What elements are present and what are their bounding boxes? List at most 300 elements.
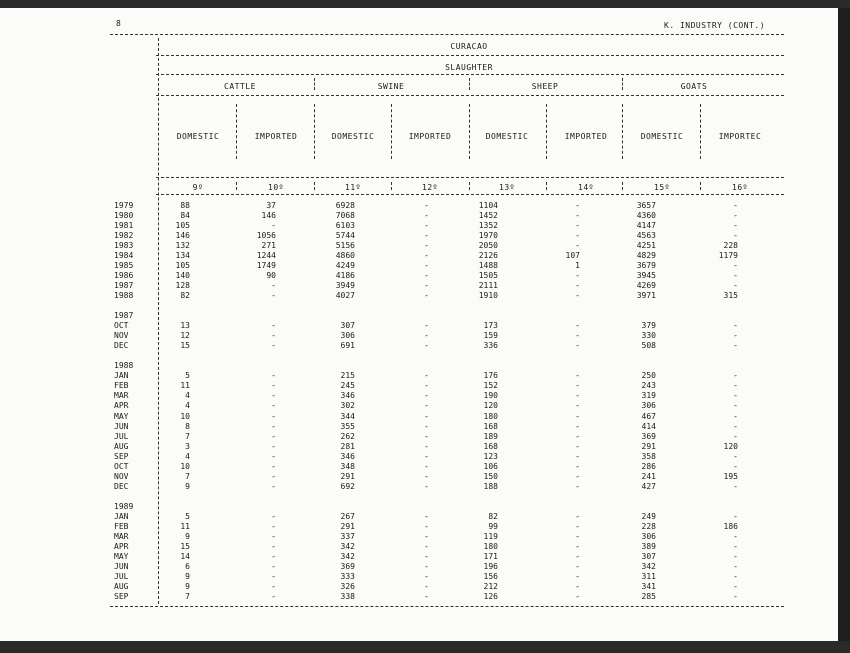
- table-cell: -: [424, 261, 429, 271]
- table-cell: 168: [483, 441, 498, 451]
- table-cell: -: [575, 331, 580, 341]
- table-cell: -: [575, 571, 580, 581]
- table-cell: -: [575, 341, 580, 351]
- table-cell: 1749: [256, 261, 276, 271]
- column-divider: [546, 104, 547, 159]
- table-cell: 427: [641, 481, 656, 491]
- table-cell: 315: [723, 291, 738, 301]
- table-cell: -: [575, 481, 580, 491]
- row-label: JUN: [114, 421, 129, 431]
- table-cell: 691: [340, 341, 355, 351]
- table-cell: -: [733, 421, 738, 431]
- row-label: SEP: [114, 591, 129, 601]
- row-label: APR: [114, 401, 129, 411]
- table-cell: 156: [483, 571, 498, 581]
- table-cell: -: [575, 201, 580, 210]
- column-header: IMPORTEC: [718, 132, 762, 141]
- table-cell: 37: [266, 201, 276, 210]
- table-cell: 9: [185, 581, 190, 591]
- table-cell: -: [424, 291, 429, 301]
- table-cell: 1056: [256, 231, 276, 241]
- number-divider: [622, 182, 623, 190]
- row-label: JUL: [114, 571, 129, 581]
- table-cell: 341: [641, 581, 656, 591]
- table-cell: 3657: [636, 201, 656, 210]
- year-heading: 1988: [114, 361, 134, 371]
- table-cell: 132: [175, 241, 190, 251]
- table-cell: -: [424, 271, 429, 281]
- table-cell: -: [271, 381, 276, 391]
- table-cell: 307: [340, 321, 355, 331]
- group-divider: [469, 78, 470, 90]
- table-cell: -: [424, 541, 429, 551]
- table-cell: 4186: [335, 271, 355, 281]
- table-cell: -: [424, 221, 429, 231]
- column-header: DOMESTIC: [331, 132, 375, 141]
- table-cell: -: [271, 371, 276, 381]
- table-cell: 6928: [335, 201, 355, 210]
- table-cell: 330: [641, 331, 656, 341]
- table-cell: -: [575, 551, 580, 561]
- table-cell: 6: [185, 561, 190, 571]
- table-cell: 342: [340, 551, 355, 561]
- table-cell: -: [424, 371, 429, 381]
- table-cell: 4249: [335, 261, 355, 271]
- table-cell: 467: [641, 411, 656, 421]
- table-cell: 11: [180, 521, 190, 531]
- table-cell: -: [575, 541, 580, 551]
- row-label: MAR: [114, 391, 129, 401]
- table-cell: 9: [185, 571, 190, 581]
- table-cell: 15: [180, 541, 190, 551]
- column-number: 14º: [578, 183, 594, 192]
- column-number: 15º: [654, 183, 670, 192]
- table-cell: 82: [488, 511, 498, 521]
- table-cell: 4: [185, 401, 190, 411]
- table-cell: 88: [180, 201, 190, 210]
- table-cell: -: [271, 431, 276, 441]
- column-number: 13º: [499, 183, 515, 192]
- row-label: MAR: [114, 531, 129, 541]
- table-cell: 146: [261, 211, 276, 221]
- table-cell: 369: [641, 431, 656, 441]
- table-cell: -: [575, 521, 580, 531]
- column-number: 11º: [345, 183, 361, 192]
- table-cell: 243: [641, 381, 656, 391]
- table-cell: -: [575, 461, 580, 471]
- table-cell: 4027: [335, 291, 355, 301]
- table-cell: 346: [340, 391, 355, 401]
- table-cell: -: [733, 281, 738, 291]
- table-cell: -: [733, 321, 738, 331]
- table-cell: -: [733, 551, 738, 561]
- page-edge-shadow: [838, 8, 850, 641]
- table-cell: -: [424, 581, 429, 591]
- table-cell: 4: [185, 451, 190, 461]
- row-label: APR: [114, 541, 129, 551]
- table-cell: 11: [180, 381, 190, 391]
- animal-goats: GOATS: [680, 82, 708, 91]
- table-cell: 307: [641, 551, 656, 561]
- year-heading: 1987: [114, 311, 134, 321]
- table-cell: -: [575, 321, 580, 331]
- row-label: 1985: [114, 261, 134, 271]
- table-cell: 346: [340, 451, 355, 461]
- dashed-rule: [110, 606, 784, 607]
- animal-cattle: CATTLE: [224, 82, 256, 91]
- table-cell: -: [733, 231, 738, 241]
- table-cell: 189: [483, 431, 498, 441]
- table-cell: 159: [483, 331, 498, 341]
- row-label: MAY: [114, 551, 129, 561]
- row-label: AUG: [114, 581, 129, 591]
- table-cell: 692: [340, 481, 355, 491]
- row-label: JUN: [114, 561, 129, 571]
- row-label: 1988: [114, 291, 134, 301]
- table-cell: 342: [641, 561, 656, 571]
- table-cell: -: [271, 521, 276, 531]
- table-cell: -: [424, 481, 429, 491]
- table-cell: 5: [185, 511, 190, 521]
- table-cell: 1: [575, 261, 580, 271]
- table-cell: 119: [483, 531, 498, 541]
- table-cell: 6103: [335, 221, 355, 231]
- column-number: 16º: [732, 183, 748, 192]
- table-cell: 286: [641, 461, 656, 471]
- table-cell: -: [424, 281, 429, 291]
- table-cell: 128: [175, 281, 190, 291]
- table-cell: -: [733, 401, 738, 411]
- table-cell: -: [424, 391, 429, 401]
- row-label: FEB: [114, 381, 129, 391]
- table-cell: -: [575, 371, 580, 381]
- table-cell: 3679: [636, 261, 656, 271]
- table-cell: 306: [641, 401, 656, 411]
- table-cell: -: [271, 221, 276, 231]
- dashed-rule: [156, 55, 784, 56]
- number-divider: [236, 182, 237, 190]
- table-cell: -: [424, 521, 429, 531]
- table-cell: -: [271, 541, 276, 551]
- table-cell: 4563: [636, 231, 656, 241]
- table-cell: 105: [175, 221, 190, 231]
- table-cell: -: [424, 561, 429, 571]
- table-cell: 140: [175, 271, 190, 281]
- column-header: DOMESTIC: [485, 132, 529, 141]
- table-cell: -: [575, 401, 580, 411]
- table-cell: 134: [175, 251, 190, 261]
- table-cell: 90: [266, 271, 276, 281]
- table-cell: -: [733, 541, 738, 551]
- table-cell: 3971: [636, 291, 656, 301]
- table-cell: -: [733, 591, 738, 601]
- table-cell: 4829: [636, 251, 656, 261]
- table-cell: -: [271, 481, 276, 491]
- table-cell: -: [271, 291, 276, 301]
- dashed-rule: [156, 177, 784, 178]
- table-cell: -: [424, 341, 429, 351]
- table-cell: 107: [565, 251, 580, 261]
- table-cell: -: [575, 221, 580, 231]
- table-cell: -: [575, 591, 580, 601]
- table-cell: 215: [340, 371, 355, 381]
- table-cell: -: [424, 441, 429, 451]
- column-header: DOMESTIC: [176, 132, 220, 141]
- table-cell: -: [733, 211, 738, 221]
- table-cell: -: [575, 291, 580, 301]
- table-cell: 120: [723, 441, 738, 451]
- column-header: DOMESTIC: [640, 132, 684, 141]
- table-cell: 228: [723, 241, 738, 251]
- table-cell: -: [424, 461, 429, 471]
- table-cell: -: [733, 201, 738, 210]
- table-cell: -: [271, 471, 276, 481]
- table-cell: -: [424, 451, 429, 461]
- table-cell: -: [271, 581, 276, 591]
- table-cell: 1179: [718, 251, 738, 261]
- row-label: NOV: [114, 471, 129, 481]
- table-cell: 281: [340, 441, 355, 451]
- column-divider: [469, 104, 470, 159]
- table-cell: -: [424, 231, 429, 241]
- table-cell: 106: [483, 461, 498, 471]
- table-cell: 196: [483, 561, 498, 571]
- table-cell: 306: [641, 531, 656, 541]
- animal-swine: SWINE: [377, 82, 405, 91]
- table-cell: 7: [185, 431, 190, 441]
- table-cell: 336: [483, 341, 498, 351]
- table-cell: 146: [175, 231, 190, 241]
- table-cell: -: [271, 421, 276, 431]
- table-cell: -: [733, 331, 738, 341]
- table-cell: -: [733, 371, 738, 381]
- number-divider: [391, 182, 392, 190]
- dashed-rule: [156, 194, 784, 195]
- table-cell: 1970: [478, 231, 498, 241]
- dashed-rule: [110, 34, 784, 35]
- table-cell: 171: [483, 551, 498, 561]
- table-cell: -: [733, 391, 738, 401]
- table-cell: 3: [185, 441, 190, 451]
- table-cell: 326: [340, 581, 355, 591]
- table-cell: -: [733, 341, 738, 351]
- table-cell: 319: [641, 391, 656, 401]
- table-cell: 123: [483, 451, 498, 461]
- table-cell: -: [733, 581, 738, 591]
- table-cell: 1244: [256, 251, 276, 261]
- table-cell: 249: [641, 511, 656, 521]
- table-cell: -: [575, 421, 580, 431]
- table-cell: -: [733, 451, 738, 461]
- table-cell: 168: [483, 421, 498, 431]
- row-label: 1986: [114, 271, 134, 281]
- table-cell: -: [733, 431, 738, 441]
- table-cell: 348: [340, 461, 355, 471]
- table-cell: 12: [180, 331, 190, 341]
- table-cell: -: [733, 261, 738, 271]
- column-number: 10º: [268, 183, 284, 192]
- table-cell: -: [271, 561, 276, 571]
- table-cell: -: [424, 251, 429, 261]
- table-cell: 7068: [335, 211, 355, 221]
- stub-divider: [158, 38, 159, 604]
- table-cell: 5156: [335, 241, 355, 251]
- table-cell: 369: [340, 561, 355, 571]
- table-cell: -: [575, 211, 580, 221]
- row-label: MAY: [114, 411, 129, 421]
- table-cell: 105: [175, 261, 190, 271]
- table-cell: 344: [340, 411, 355, 421]
- table-cell: 262: [340, 431, 355, 441]
- table-cell: -: [575, 271, 580, 281]
- table-cell: -: [271, 571, 276, 581]
- row-label: JUL: [114, 431, 129, 441]
- table-cell: -: [575, 231, 580, 241]
- table-cell: -: [424, 411, 429, 421]
- table-cell: 4147: [636, 221, 656, 231]
- table-cell: 338: [340, 591, 355, 601]
- table-cell: 1488: [478, 261, 498, 271]
- table-cell: -: [424, 511, 429, 521]
- table-cell: 355: [340, 421, 355, 431]
- table-cell: 212: [483, 581, 498, 591]
- table-cell: -: [424, 551, 429, 561]
- row-label: JAN: [114, 511, 129, 521]
- row-label: 1979: [114, 201, 134, 210]
- table-cell: -: [575, 411, 580, 421]
- table-cell: 82: [180, 291, 190, 301]
- table-cell: -: [575, 511, 580, 521]
- table-cell: 241: [641, 471, 656, 481]
- number-divider: [469, 182, 470, 190]
- row-label: 1984: [114, 251, 134, 261]
- table-cell: 414: [641, 421, 656, 431]
- table-cell: 4251: [636, 241, 656, 251]
- row-label: OCT: [114, 461, 129, 471]
- column-divider: [700, 104, 701, 159]
- table-cell: 173: [483, 321, 498, 331]
- table-cell: 13: [180, 321, 190, 331]
- table-cell: 10: [180, 411, 190, 421]
- row-label: 1982: [114, 231, 134, 241]
- group-divider: [314, 78, 315, 90]
- row-label: AUG: [114, 441, 129, 451]
- table-cell: 285: [641, 591, 656, 601]
- table-cell: -: [271, 281, 276, 291]
- table-cell: -: [733, 571, 738, 581]
- table-cell: -: [424, 211, 429, 221]
- table-cell: -: [575, 451, 580, 461]
- row-label: 1987: [114, 281, 134, 291]
- table-cell: -: [424, 331, 429, 341]
- table-cell: 3945: [636, 271, 656, 281]
- table-cell: 271: [261, 241, 276, 251]
- group-divider: [622, 78, 623, 90]
- row-label: 1981: [114, 221, 134, 231]
- table-cell: -: [575, 431, 580, 441]
- table-cell: -: [733, 511, 738, 521]
- table-cell: 311: [641, 571, 656, 581]
- table-cell: -: [733, 381, 738, 391]
- table-cell: 152: [483, 381, 498, 391]
- animal-sheep: SHEEP: [531, 82, 559, 91]
- table-cell: 1452: [478, 211, 498, 221]
- column-header: IMPORTED: [254, 132, 298, 141]
- table-cell: 379: [641, 321, 656, 331]
- table-cell: 180: [483, 411, 498, 421]
- year-heading: 1989: [114, 501, 134, 511]
- table-cell: -: [271, 391, 276, 401]
- table-cell: 333: [340, 571, 355, 581]
- table-cell: 4: [185, 391, 190, 401]
- table-cell: 14: [180, 551, 190, 561]
- table-cell: -: [733, 561, 738, 571]
- table-cell: -: [733, 531, 738, 541]
- table-cell: 7: [185, 471, 190, 481]
- table-cell: 2050: [478, 241, 498, 251]
- table-cell: 508: [641, 341, 656, 351]
- table-cell: -: [271, 321, 276, 331]
- table-cell: -: [575, 281, 580, 291]
- row-label: DEC: [114, 481, 129, 491]
- table-cell: 1104: [478, 201, 498, 210]
- dashed-rule: [156, 74, 784, 75]
- table-cell: -: [271, 461, 276, 471]
- table-cell: -: [424, 401, 429, 411]
- table-cell: 1505: [478, 271, 498, 281]
- table-cell: 3949: [335, 281, 355, 291]
- table-cell: -: [575, 561, 580, 571]
- row-label: FEB: [114, 521, 129, 531]
- number-divider: [314, 182, 315, 190]
- number-divider: [546, 182, 547, 190]
- table-cell: 291: [340, 521, 355, 531]
- table-cell: -: [575, 391, 580, 401]
- table-cell: -: [733, 271, 738, 281]
- row-label: DEC: [114, 341, 129, 351]
- table-cell: -: [424, 241, 429, 251]
- table-cell: 1910: [478, 291, 498, 301]
- table-cell: -: [424, 201, 429, 210]
- table-cell: 4860: [335, 251, 355, 261]
- column-divider: [314, 104, 315, 159]
- table-cell: 10: [180, 461, 190, 471]
- table-cell: 267: [340, 511, 355, 521]
- row-label: OCT: [114, 321, 129, 331]
- table-cell: 389: [641, 541, 656, 551]
- table-cell: -: [733, 481, 738, 491]
- row-label: NOV: [114, 331, 129, 341]
- page-number: 8: [116, 19, 122, 28]
- table-cell: 195: [723, 471, 738, 481]
- column-divider: [236, 104, 237, 159]
- table-cell: 150: [483, 471, 498, 481]
- table-cell: 228: [641, 521, 656, 531]
- table-cell: 8: [185, 421, 190, 431]
- table-cell: 186: [723, 521, 738, 531]
- table-cell: -: [733, 461, 738, 471]
- table-cell: 4269: [636, 281, 656, 291]
- table-cell: -: [271, 551, 276, 561]
- table-cell: 306: [340, 331, 355, 341]
- column-number: 12º: [422, 183, 438, 192]
- table-cell: 291: [641, 441, 656, 451]
- table-cell: 245: [340, 381, 355, 391]
- column-header: IMPORTED: [408, 132, 452, 141]
- table-cell: 7: [185, 591, 190, 601]
- table-cell: 126: [483, 591, 498, 601]
- table-cell: 176: [483, 371, 498, 381]
